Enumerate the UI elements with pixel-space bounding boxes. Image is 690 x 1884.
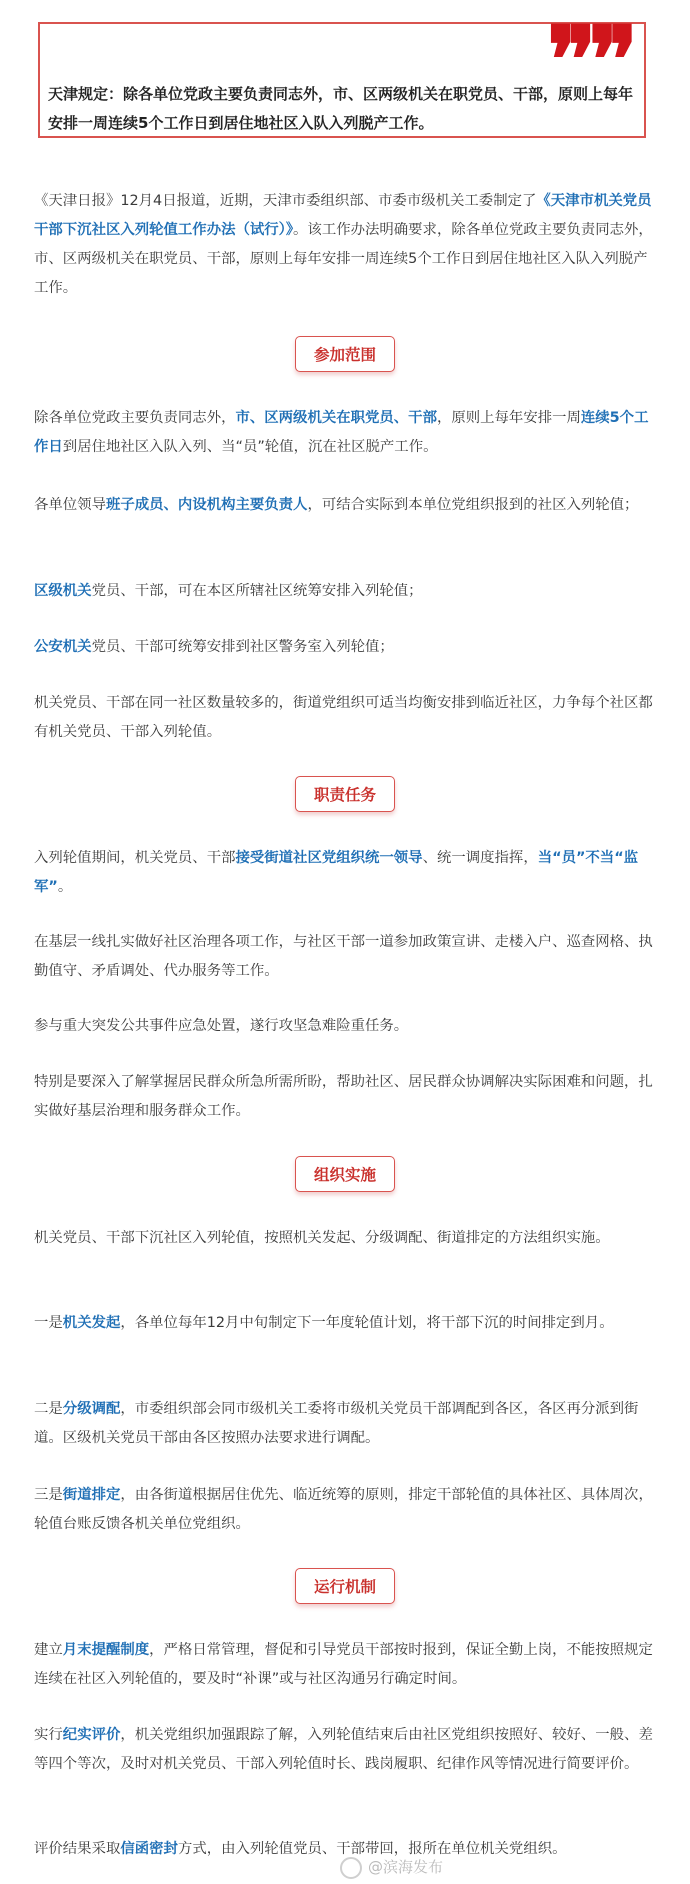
body-text: 。 [57,879,73,895]
highlighted-text: 接受街道社区党组织统一领导 [235,850,423,866]
body-text: ，严格日常管理，督促和引导党员干部按时报到，保证全勤上岗，不能按照规定连续在社区入列轮值的，要及时“补课”或与社区沟通另行确定时间。 [34,1642,653,1687]
section-heading-duties: 职责任务 [0,776,690,812]
body-text: 特别是要深入了解掌握居民群众所急所需所盼，帮助社区、居民群众协调解决实际困难和问题，扎实做好基层治理和服务群众工作。 [34,1074,653,1119]
body-text: 党员、干部，可在本区所辖社区统筹安排入列轮值； [91,583,423,599]
highlighted-text: 区级机关 [34,583,92,599]
body-text: 《天津日报》12月4日报道，近期，天津市委组织部、市委市级机关工委制定了 [34,193,537,209]
mechanism-paragraph-2 [34,1721,658,1779]
highlighted-text: 机关发起 [62,1315,121,1331]
body-text: 党员、干部可统筹安排到社区警务室入列轮值； [91,639,394,655]
body-text: ，原则上每年安排一周 [436,410,581,426]
scope-paragraph-1 [34,404,658,462]
body-text: 入列轮值期间，机关党员、干部 [34,850,236,866]
body-text: 实行 [34,1727,63,1743]
duties-paragraph-1 [34,844,658,902]
body-text: 在基层一线扎实做好社区治理各项工作，与社区干部一道参加政策宣讲、走楼入户、巡查网格、执勤值守、矛盾调处、代办服务等工作。 [34,934,653,979]
scope-paragraph-5 [34,689,658,747]
intro-paragraph [34,187,658,303]
highlighted-text: 信函密封 [120,1841,178,1857]
body-text: ，可结合实际到本单位党组织报到的社区入列轮值； [307,497,639,513]
body-text: 、统一调度指挥， [422,850,538,866]
body-text: 建立 [34,1642,63,1658]
section-heading-implementation: 组织实施 [0,1156,690,1192]
body-text: ，由各街道根据居住优先、临近统筹的原则，排定干部轮值的具体社区、具体周次，轮值台账反馈各机关单位党组织。 [34,1487,653,1532]
body-text: ，市委组织部会同市级机关工委将市级机关党员干部调配到各区，各区再分派到街道。区级机关党员干部由各区按照办法要求进行调配。 [34,1401,639,1446]
body-text: 方式，由入列轮值党员、干部带回，报所在单位机关党组织。 [177,1841,567,1857]
weibo-watermark: @滨海发布 [340,1856,443,1879]
implementation-paragraph-4 [34,1481,658,1539]
body-text: 各单位领导 [34,497,106,513]
body-text: ，机关党组织加强跟踪了解，入列轮值结束后由社区党组织按照好、较好、一般、差等四个等次，及时对机关党员、干部入列轮值时长、践岗履职、纪律作风等情况进行简要评价。 [34,1727,653,1772]
body-text: 除各单位党政主要负责同志外， [34,410,236,426]
duties-paragraph-3 [34,1012,658,1041]
implementation-paragraph-2 [34,1309,658,1338]
highlighted-text: 连续5个工作日 [34,410,649,455]
body-text: 评价结果采取 [34,1841,121,1857]
body-text: 机关党员、干部下沉社区入列轮值，按照机关发起、分级调配、街道排定的方法组织实施。 [34,1230,610,1246]
scope-paragraph-3 [34,577,658,606]
body-text: ，各单位每年12月中旬制定下一年度轮值计划，将干部下沉的时间排定到月。 [120,1315,614,1331]
highlighted-text: 纪实评价 [62,1727,121,1743]
body-text: 一是 [34,1315,63,1331]
body-text: 到居住地社区入队入列、当“员”轮值，沉在社区脱产工作。 [62,439,438,455]
body-text: 。该工作办法明确要求，除各单位党政主要负责同志外，市、区两级机关在职党员、干部，原则上每年安排一周连续5个工作日到居住地社区入队入列脱产工作。 [34,222,653,296]
scope-paragraph-2 [34,491,658,520]
highlighted-text: 《天津市机关党员干部下沉社区入列轮值工作办法（试行）》 [34,193,652,238]
body-text: 机关党员、干部在同一社区数量较多的，街道党组织可适当均衡安排到临近社区，力争每个社区都有机关党员、干部入列轮值。 [34,695,653,740]
summary-quote-box [38,6,646,138]
body-text: 参与重大突发公共事件应急处置，遂行攻坚急难险重任务。 [34,1018,409,1034]
mechanism-paragraph-1 [34,1636,658,1694]
section-heading-mechanism: 运行机制 [0,1568,690,1604]
implementation-paragraph-3 [34,1395,658,1453]
highlighted-text: 街道排定 [62,1487,121,1503]
highlighted-text: 当“员”不当“监军” [34,850,639,895]
section-heading-scope: 参加范围 [0,336,690,372]
body-text: 二是 [34,1401,63,1417]
duties-paragraph-2 [34,928,658,986]
duties-paragraph-4 [34,1068,658,1126]
highlighted-text: 公安机关 [34,639,92,655]
highlighted-text: 班子成员、内设机构主要负责人 [105,497,308,513]
implementation-paragraph-1 [34,1224,658,1253]
quote-mark-icon: ❞❞ [546,6,630,114]
highlighted-text: 月末提醒制度 [62,1642,150,1658]
summary-quote-text: 天津规定：除各单位党政主要负责同志外，市、区两级机关在职党员、干部，原则上每年安排一周连续5个工作日到居住地社区入队入列脱产工作。 [48,85,634,132]
weibo-logo-icon [340,1857,362,1879]
body-text: 三是 [34,1487,63,1503]
highlighted-text: 分级调配 [62,1401,121,1417]
highlighted-text: 市、区两级机关在职党员、干部 [235,410,437,426]
scope-paragraph-4 [34,633,658,662]
